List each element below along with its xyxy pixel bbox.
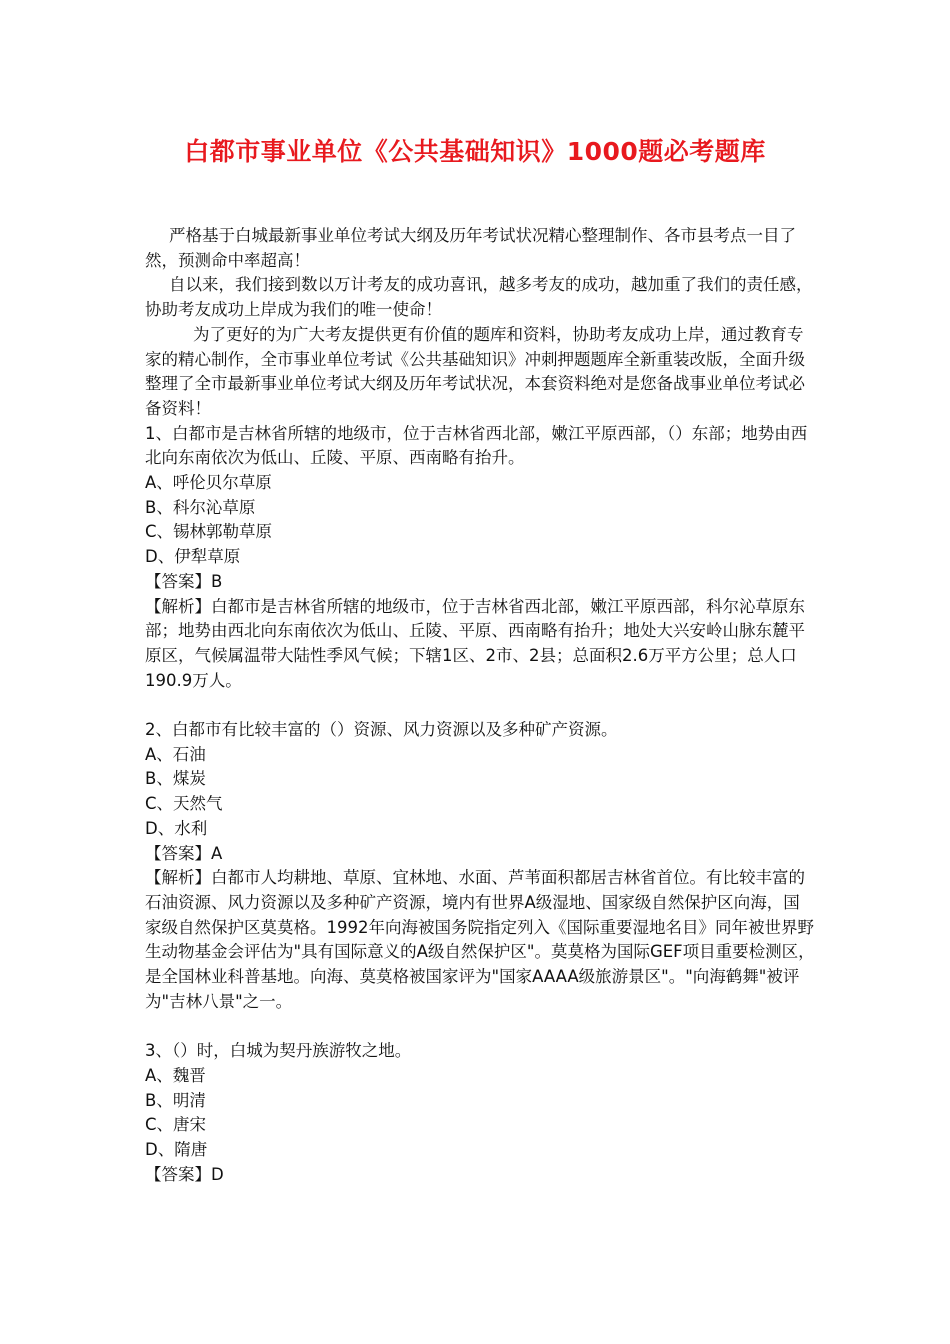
option-a: A、魏晋	[145, 1065, 206, 1085]
spacer	[145, 693, 815, 718]
option-b: B、煤炭	[145, 769, 206, 789]
analysis: 【解析】白都市是吉林省所辖的地级市，位于吉林省西北部，嫩江平原西部，科尔沁草原东部；地势由西北向东南依次为低山、丘陵、平原、西南略有抬升；地处大兴安岭山脉东麓平原区，气候属温带大陆性季风气候；下辖1区、2市、2县；总面积2.6万平方公里；总人口190.9万人。	[145, 596, 805, 690]
analysis: 【解析】白都市人均耕地、草原、宜林地、水面、芦苇面积都居吉林省首位。有比较丰富的石油资源、风力资源以及多种矿产资源，境内有世界A级湿地、国家级自然保护区向海，国家级自然保护区莫莫格。1992年向海被国务院指定列入《国际重要湿地名目》同年被世界野生动物基金会评估为"具有国际意义的A级自然保护区"。莫莫格为国际GEF项目重要检测区，是全国林业科普基地。向海、莫莫格被国家评为"国家AAAA级旅游景区"。"向海鹤舞"被评为"吉林八景"之一。	[145, 868, 815, 1011]
option-c: C、锡林郭勒草原	[145, 522, 273, 542]
answer: 【答案】A	[145, 843, 223, 863]
question-stem: 2、白都市有比较丰富的（）资源、风力资源以及多种矿产资源。	[145, 720, 618, 740]
question-2	[145, 718, 815, 1014]
option-a: A、呼伦贝尔草原	[145, 473, 272, 493]
answer: 【答案】B	[145, 571, 223, 591]
option-b: B、科尔沁草原	[145, 497, 256, 517]
question-stem: 3、（）时，白城为契丹族游牧之地。	[145, 1041, 412, 1061]
option-d: D、水利	[145, 818, 208, 838]
question-stem: 1、白都市是吉林省所辖的地级市，位于吉林省西北部，嫩江平原西部，（）东部；地势由西北向东南依次为低山、丘陵、平原、西南略有抬升。	[145, 423, 808, 468]
answer: 【答案】D	[145, 1164, 224, 1184]
intro-paragraph-1: 严格基于白城最新事业单位考试大纲及历年考试状况精心整理制作、各市县考点一目了然，预测命中率超高！	[145, 226, 796, 270]
intro-paragraph-2: 自以来，我们接到数以万计考友的成功喜讯，越多考友的成功，越加重了我们的责任感，协助考友成功上岸成为我们的唯一使命！	[145, 275, 813, 320]
intro-paragraph-3: 为了更好的为广大考友提供更有价值的题库和资料，协助考友成功上岸，通过教育专家的精心制作，全市事业单位考试《公共基础知识》冲刺押题题库全新重装改版，全面升级整理了全市最新事业单位考试大纲及历年考试状况，本套资料绝对是您备战事业单位考试必备资料！	[145, 324, 805, 418]
page-title: 白都市事业单位《公共基础知识》1000题必考题库	[184, 137, 766, 166]
option-c: C、唐宋	[145, 1115, 207, 1135]
option-d: D、隋唐	[145, 1139, 208, 1159]
option-c: C、天然气	[145, 794, 223, 814]
question-1	[145, 422, 815, 694]
spacer	[145, 1014, 815, 1039]
question-3	[145, 1039, 815, 1187]
option-a: A、石油	[145, 744, 206, 764]
option-b: B、明清	[145, 1090, 206, 1110]
document-body	[145, 224, 815, 1187]
option-d: D、伊犁草原	[145, 547, 241, 567]
